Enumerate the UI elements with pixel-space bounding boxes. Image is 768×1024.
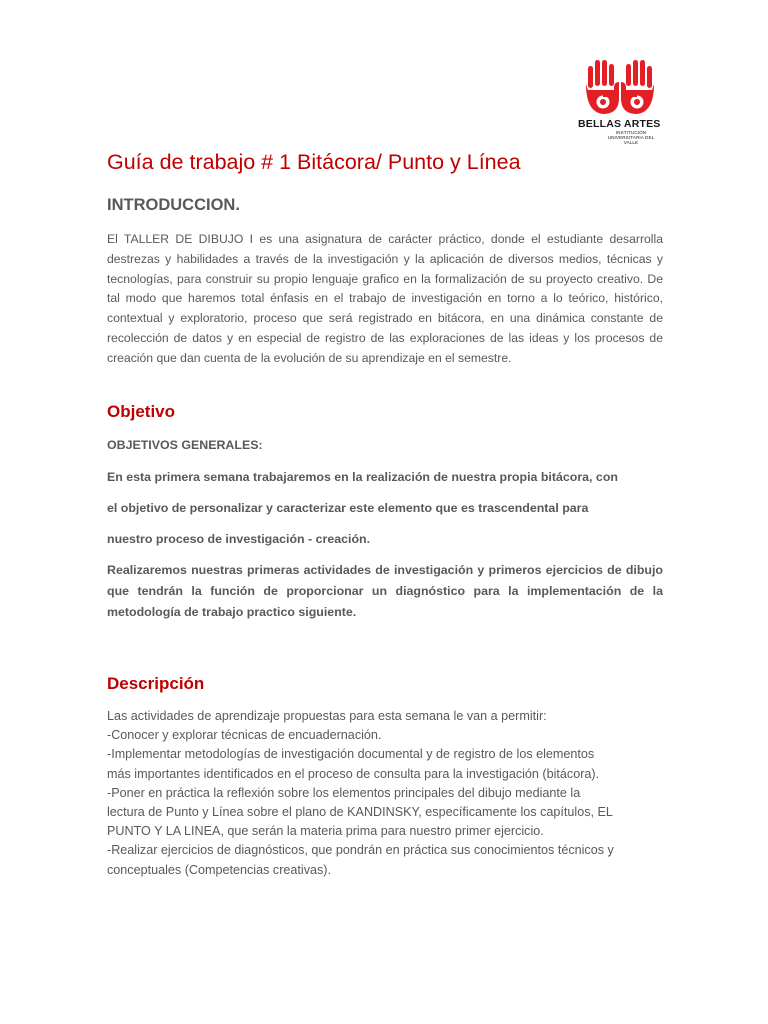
objective-subheading: OBJETIVOS GENERALES: <box>107 438 263 452</box>
objective-line-3: nuestro proceso de investigación - creación. <box>107 532 371 546</box>
bellas-artes-logo <box>578 60 670 148</box>
logo-name: BELLAS ARTES <box>578 118 661 130</box>
objective-paragraph: Realizaremos nuestras primeras actividades de investigación y primeros ejercicios de dibujo que tendrán la función de proporcionar un diagnóstico para la implementación de la metodología de trabajo practico siguiente. <box>107 563 663 619</box>
description-heading: Descripción <box>107 674 205 693</box>
intro-heading: INTRODUCCION. <box>107 196 240 214</box>
hand-logo-icon <box>584 60 656 116</box>
description-paragraph: Las actividades de aprendizaje propuestas para esta semana le van a permitir: -Conocer y explorar técnicas de encuadernación. -Implementar metodologías de investigación documental y de registro de los elementos más importantes identificados en el proceso de consulta para la investigación (bitácora). -Poner en práctica la reflexión sobre los elementos principales del dibujo mediante la lectura de Punto y Línea sobre el plano de KANDINSKY, específicamente los capítulos, EL PUNTO Y LA LINEA, que serán la materia prima para nuestro primer ejercicio. -Realizar ejercicios de diagnósticos, que pondrán en práctica sus conocimientos técnicos y conceptuales (Competencias creativas). <box>107 709 614 877</box>
page-title: Guía de trabajo # 1 Bitácora/ Punto y Línea <box>107 150 521 174</box>
objective-heading: Objetivo <box>107 402 176 421</box>
intro-paragraph: El TALLER DE DIBUJO I es una asignatura de carácter práctico, donde el estudiante desarrolla destrezas y habilidades a través de la investigación y la aplicación de diversos medios, técnicas y tecnologías, para construir su propio lenguaje grafico en la formalización de su proyecto creativo. De tal modo que haremos total énfasis en el trabajo de investigación en torno a lo teórico, histórico, contextual y exploratorio, proceso que será registrado en bitácora, en una dinámica constante de recolección de datos y en especial de registro de las exploraciones de las ideas y los procesos de creación que dan cuenta de la evolución de su aprendizaje en el semestre. <box>107 232 663 365</box>
objective-line-1: En esta primera semana trabajaremos en la realización de nuestra propia bitácora, con <box>107 470 618 484</box>
objective-line-2: el objetivo de personalizar y caracterizar este elemento que es trascendental para <box>107 501 589 515</box>
logo-subtitle: INSTITUCIÓN UNIVERSITARIA DEL VALLE <box>607 130 655 145</box>
